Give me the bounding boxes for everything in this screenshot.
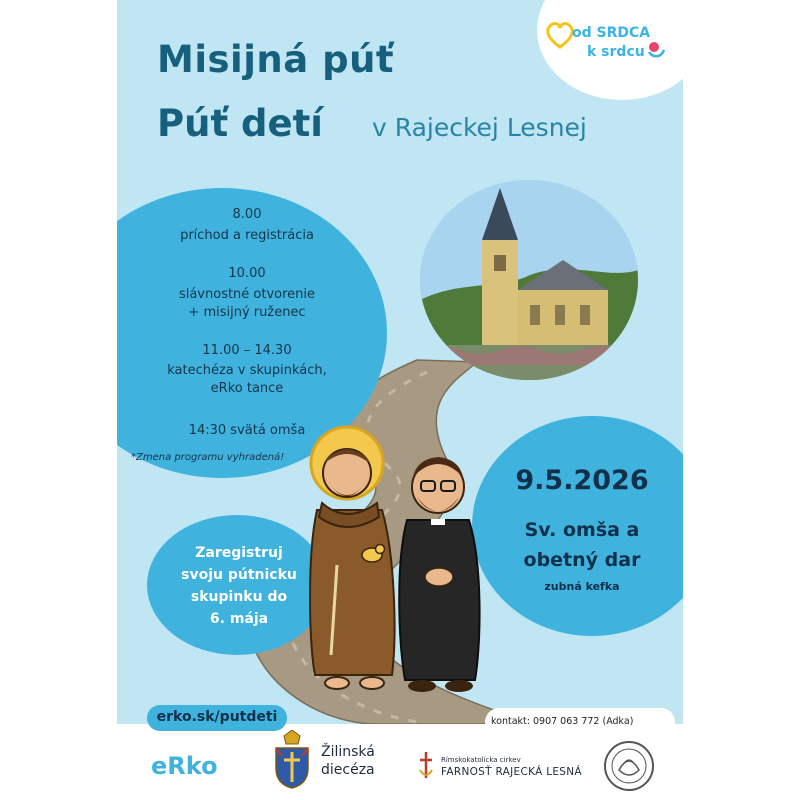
diocese-name-line2: diecéza (321, 762, 375, 778)
erko-logo: eRko (151, 752, 218, 780)
poster (117, 0, 683, 800)
schedule-time-2: 10.00 (228, 266, 266, 281)
mass-info (492, 515, 672, 575)
church-illustration (420, 180, 638, 380)
schedule-time-1: 8.00 (232, 207, 262, 222)
registration-url[interactable]: erko.sk/putdeti (156, 709, 278, 725)
schedule-time-3: 11.00 – 14.30 (202, 343, 292, 358)
diocese-coat-of-arms-icon (272, 730, 312, 790)
round-stamp-logo-icon (603, 740, 655, 792)
parish-name-line2: FARNOSŤ RAJECKÁ LESNÁ (441, 766, 582, 778)
register-line3: skupinku do (190, 589, 288, 605)
mass-line1: Sv. omša a (524, 519, 640, 541)
program-change-note: *Zmena programu vyhradená! (131, 452, 285, 463)
schedule-desc-2b: + misijný ruženec (188, 305, 306, 320)
saints-illustration (297, 415, 487, 705)
parish-emblem-icon (417, 750, 435, 782)
schedule-desc-2a: slávnostné otvorenie (178, 287, 316, 302)
event-date: 9.5.2026 (515, 465, 649, 496)
schedule-time-4: 14:30 (188, 423, 227, 438)
schedule-desc-3a: katechéza v skupinkách, (167, 363, 327, 378)
schedule-desc-3b: eRko tance (210, 381, 284, 396)
title-subtitle: v Rajeckej Lesnej (372, 113, 587, 142)
schedule-desc-1: príchod a registrácia (180, 228, 314, 243)
logo-text-line1: od SRDCA (572, 25, 651, 41)
schedule-desc-4: svätá omša (230, 423, 306, 438)
diocese-name-line1: Žilinská (321, 744, 375, 760)
register-text (169, 542, 309, 630)
register-line4: 6. mája (209, 611, 269, 627)
parish-name-line1: Rímskokatolícka cirkev (441, 756, 521, 764)
title-line2: Púť detí (157, 102, 323, 145)
register-line2: svoju pútnicku (181, 567, 297, 583)
small-heart-icon (645, 38, 667, 60)
gift-item: zubná kefka (544, 580, 620, 593)
logo-text-line2: k srdcu (587, 44, 645, 60)
register-line1: Zaregistruj (195, 545, 283, 561)
mass-line2: obetný dar (523, 549, 641, 571)
heart-logo-icon (545, 20, 575, 50)
title-line1: Misijná púť (157, 38, 395, 81)
church-photo (420, 180, 638, 380)
contact-info: kontakt: 0907 063 772 (Adka) (491, 716, 634, 727)
